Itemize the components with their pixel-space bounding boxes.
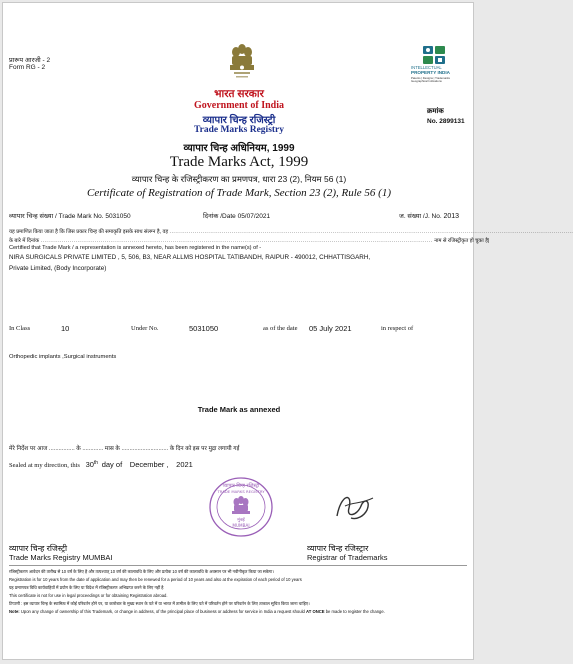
right-sign-hindi: व्यापार चिन्ह रजिस्ट्रार <box>307 544 369 553</box>
left-sign-english: Trade Marks Registry MUMBAI <box>9 553 113 562</box>
proprietor-line-2: Private Limited, (Body Incorporate) <box>9 265 107 272</box>
sealed-day-suffix: th <box>93 460 99 466</box>
right-sign-english: Registrar of Trademarks <box>307 553 388 562</box>
hindi-certify-text-3: नाम से रजिस्ट्रीकृत हो चुका है| <box>434 238 490 244</box>
hindi-certify-line-1: यह प्रमाणित किया जाता है कि जिस प्रकार चिन्ह की समाकृति इसके साथ संलग्न है, वह ................................................................................................................................................................................................................ <box>9 229 573 235</box>
act-english: Trade Marks Act, 1999 <box>169 154 309 170</box>
as-of-label: as of the date <box>263 325 298 332</box>
sealing-hindi-line: मेरे निर्देश पर आज ................ के ............. मास के ............................. के दिन को इस पर मुद्रा लगायी गई <box>9 446 240 452</box>
sealed-month: December , <box>129 460 169 470</box>
sealed-day-of: day of <box>101 460 123 470</box>
cert-title-hindi: व्यापार चिन्ह के रजिस्ट्रीकरण का प्रमणपत्र, धारा 23 (2), नियम 56 (1) <box>131 174 347 184</box>
seal-text-city-hindi: मुंबई <box>237 518 245 523</box>
under-no-value: 5031050 <box>189 324 219 333</box>
hindi-certify-text-1: यह प्रमाणित किया जाता है कि जिस प्रकार चिन्ह की समाकृति इसके साथ संलग्न है, वह <box>9 229 169 235</box>
ip-logo-line-4: Geographical Indications <box>411 79 442 83</box>
trade-mark-annexed: Trade Mark as annexed <box>197 405 281 414</box>
date-label: दिनांक /Date <box>203 213 236 220</box>
sealed-label: Sealed at my direction, this <box>9 462 80 470</box>
registry-seal-icon <box>208 476 274 538</box>
proprietor-line-1: NIRA SURGICALS PRIVATE LIMITED , 5, 506, B3, NEAR ALLMS HOSPITAL TATIBANDH, RAIPUR - 490012, CHHATTISGARH, <box>9 254 371 261</box>
cert-title-english: Certificate of Registration of Trade Mark, Section 23 (2), Rule 56 (1) <box>87 187 391 199</box>
footer-line-6 <box>9 609 385 614</box>
in-respect-label: in respect of <box>381 325 414 332</box>
form-number-english: Form RG - 2 <box>9 64 46 71</box>
tm-number-value: 5031050 <box>105 213 131 220</box>
footer-line-4: This certificate is not for use in legal proceedings or for obtaining Registration abroad. <box>9 593 168 598</box>
date-row <box>203 211 270 220</box>
journal-row <box>399 211 459 220</box>
certificate-page <box>2 2 573 660</box>
footer-line-2: Registration is for 10 years from the date of application and may then be renewed for a period of 10 years and also at the expiration of each period of 10 years <box>9 577 302 582</box>
govt-english: Government of India <box>194 100 284 111</box>
ip-logo-line-3: Patents | Designs | Trademarks <box>411 76 450 80</box>
registry-english: Trade Marks Registry <box>193 125 285 135</box>
registrar-signature-icon <box>331 486 377 526</box>
ip-logo-line-1: INTELLECTUAL <box>411 65 442 70</box>
national-emblem-icon <box>227 41 257 83</box>
ip-india-logo-icon <box>423 46 445 64</box>
ip-india-logo <box>411 46 457 82</box>
form-number-hindi: प्रारूप आरजी - 2 <box>9 57 51 64</box>
footer-note-bold: AT ONCE <box>306 609 325 614</box>
tm-number-label: व्यापार चिन्ह संख्या / Trade Mark No. <box>9 213 104 220</box>
footer-line-3: यह प्रमाणपत्र विधि कार्यवाहियों में प्रयोग के लिए या विदेश में रजिस्ट्रीकरण अभिप्राप्त करने के लिए नहीं है <box>9 585 164 590</box>
act-hindi: व्यापार चिन्ह अधिनियम, 1999 <box>183 143 295 154</box>
sealed-day: 30 <box>85 460 94 470</box>
under-no-label: Under No. <box>131 325 159 332</box>
class-value: 10 <box>61 324 70 333</box>
goods-description: Orthopedic implants ,Surgical instruments <box>9 354 117 360</box>
footer-divider <box>9 565 467 566</box>
as-of-value: 05 July 2021 <box>309 324 352 333</box>
journal-label: ज. संख्या /J. No. <box>399 213 442 220</box>
seal-text-mid: TRADE MARKS REGISTRY <box>217 489 265 494</box>
seal-text-city: MUMBAI <box>232 523 250 528</box>
sealed-year: 2021 <box>176 460 193 470</box>
date-value: 05/07/2021 <box>237 213 271 220</box>
tm-number-row <box>9 211 131 220</box>
hindi-certify-line-2: के बारे में दिनांक .......................................................................................................................................................................................................... नाम से रजिस्ट्रीकृत हो चुका है| <box>9 238 490 244</box>
sealed-row <box>9 460 193 469</box>
hindi-certify-text-2: के बारे में दिनांक <box>9 238 40 244</box>
serial-label-hindi: क्रमांक <box>427 108 444 115</box>
footer-note-text-a: Upon any change of ownership of this Trademark, or change in address, of the principal place of business or address for service in India a request should <box>19 609 307 614</box>
left-sign-hindi: व्यापार चिन्ह रजिस्ट्री <box>9 544 68 553</box>
footer-line-1: रजिस्ट्रीकरण आवेदन की तारीख से 10 वर्ष के लिए है और तत्पश्चात् 10 वर्ष की कालावधि के लिए और प्रत्येक 10 वर्ष की कालावधि के अवसान पर भी नवीनीकृत किया जा सकेगा। <box>9 569 274 574</box>
serial-number: No. 2899131 <box>427 118 465 125</box>
footer-line-5: टिप्पणी : इस व्यापार चिन्ह के स्वामित्व में कोई परिवर्तन होने पर, या कारोबार के मुख्य स्थान के पते में या भारत में तामील के लिए पते में परिवर्तन होने पर परिवर्तन के लिए तत्काल सूचित किया जाना चाहिए। <box>9 601 310 606</box>
govt-hindi: भारत सरकार <box>214 88 264 100</box>
footer-note-label: Note: <box>9 609 20 614</box>
footer-note-text-b: be made to register the change. <box>324 609 385 614</box>
ip-logo-line-2: PROPERTY INDIA <box>411 70 450 75</box>
in-class-label: In Class <box>9 325 31 332</box>
certified-text: Certified that Trade Mark / a representation is annexed hereto, has been registered in the name(s) of - <box>9 245 262 251</box>
journal-value: 2013 <box>443 213 460 220</box>
registry-hindi: व्यापार चिन्ह रजिस्ट्री <box>202 115 276 126</box>
seal-text-top: व्यापार चिन्ह रजिस्ट्री <box>222 483 260 489</box>
